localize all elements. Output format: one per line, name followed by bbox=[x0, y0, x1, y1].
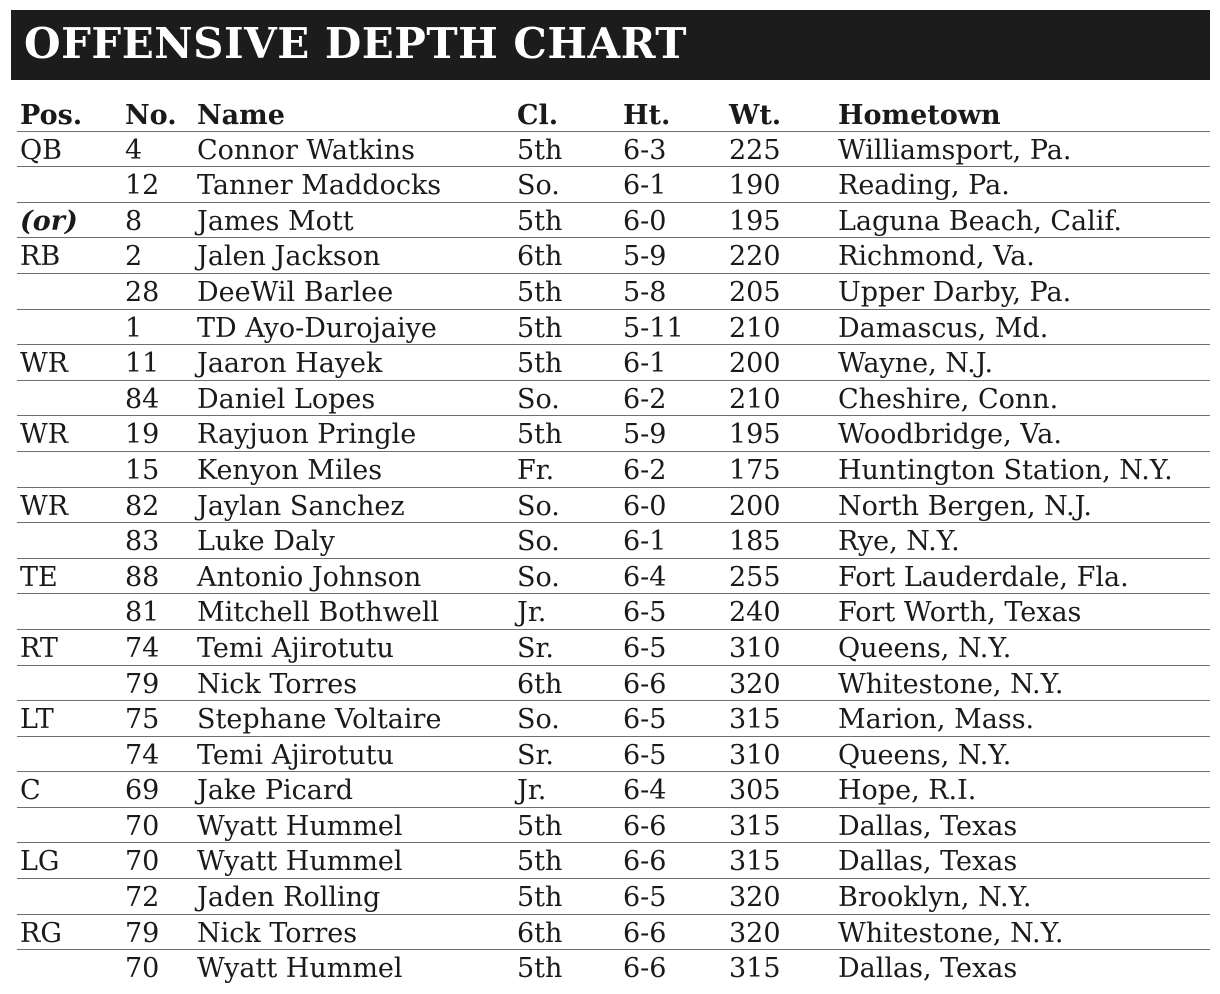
cell-weight: 255 bbox=[729, 561, 781, 593]
cell-name: Tanner Maddocks bbox=[197, 170, 442, 202]
table-row bbox=[17, 416, 1210, 452]
cell-position: LT bbox=[20, 704, 54, 736]
cell-class: So. bbox=[517, 526, 560, 558]
cell-name: Wyatt Hummel bbox=[197, 953, 403, 985]
cell-weight: 185 bbox=[729, 526, 781, 558]
cell-hometown: Reading, Pa. bbox=[838, 170, 1010, 202]
column-header-pos: Pos. bbox=[20, 100, 83, 131]
cell-class: 5th bbox=[517, 312, 563, 344]
cell-weight: 210 bbox=[729, 312, 781, 344]
cell-position: WR bbox=[20, 348, 69, 380]
cell-height: 6-6 bbox=[623, 810, 667, 842]
cell-name: Wyatt Hummel bbox=[197, 846, 403, 878]
cell-name: Antonio Johnson bbox=[197, 561, 422, 593]
cell-height: 6-4 bbox=[623, 561, 667, 593]
cell-weight: 195 bbox=[729, 205, 781, 237]
column-header-name: Name bbox=[197, 100, 285, 131]
cell-name: Connor Watkins bbox=[197, 134, 416, 166]
cell-class: Sr. bbox=[517, 632, 555, 664]
depth-chart-table bbox=[17, 96, 1210, 986]
cell-name: Luke Daly bbox=[197, 526, 335, 558]
table-row bbox=[17, 630, 1210, 666]
cell-weight: 310 bbox=[729, 632, 781, 664]
cell-height: 5-9 bbox=[623, 419, 667, 451]
cell-class: 5th bbox=[517, 810, 563, 842]
cell-name: Nick Torres bbox=[197, 668, 358, 700]
cell-weight: 315 bbox=[729, 846, 781, 878]
cell-position: QB bbox=[20, 134, 62, 166]
cell-height: 6-1 bbox=[623, 526, 667, 558]
cell-number: 70 bbox=[125, 953, 160, 985]
cell-weight: 175 bbox=[729, 454, 781, 486]
cell-name: Jake Picard bbox=[197, 775, 354, 807]
table-row bbox=[17, 879, 1210, 915]
cell-height: 6-2 bbox=[623, 454, 667, 486]
cell-name: Jaaron Hayek bbox=[197, 348, 383, 380]
cell-height: 5-11 bbox=[623, 312, 684, 344]
cell-position: RG bbox=[20, 917, 62, 949]
cell-name: Kenyon Miles bbox=[197, 454, 383, 486]
cell-weight: 315 bbox=[729, 704, 781, 736]
cell-class: 6th bbox=[517, 241, 563, 273]
title-banner bbox=[11, 10, 1210, 80]
cell-class: 5th bbox=[517, 953, 563, 985]
cell-height: 6-0 bbox=[623, 205, 667, 237]
cell-name: Temi Ajirotutu bbox=[197, 739, 394, 771]
cell-number: 70 bbox=[125, 846, 160, 878]
cell-weight: 195 bbox=[729, 419, 781, 451]
cell-weight: 310 bbox=[729, 739, 781, 771]
cell-height: 6-5 bbox=[623, 597, 667, 629]
cell-weight: 305 bbox=[729, 775, 781, 807]
cell-height: 6-6 bbox=[623, 846, 667, 878]
cell-hometown: Marion, Mass. bbox=[838, 704, 1035, 736]
cell-number: 2 bbox=[125, 241, 143, 273]
cell-weight: 220 bbox=[729, 241, 781, 273]
cell-class: 5th bbox=[517, 276, 563, 308]
cell-name: Rayjuon Pringle bbox=[197, 419, 417, 451]
table-row bbox=[17, 381, 1210, 417]
table-row bbox=[17, 915, 1210, 951]
cell-weight: 240 bbox=[729, 597, 781, 629]
cell-height: 6-3 bbox=[623, 134, 667, 166]
cell-hometown: Woodbridge, Va. bbox=[838, 419, 1062, 451]
cell-number: 12 bbox=[125, 170, 160, 202]
column-header-height: Ht. bbox=[623, 100, 671, 131]
cell-weight: 320 bbox=[729, 668, 781, 700]
cell-position: (or) bbox=[20, 205, 78, 237]
table-row bbox=[17, 559, 1210, 595]
cell-hometown: Whitestone, N.Y. bbox=[838, 917, 1064, 949]
cell-hometown: Queens, N.Y. bbox=[838, 739, 1012, 771]
cell-height: 6-5 bbox=[623, 632, 667, 664]
cell-class: 5th bbox=[517, 348, 563, 380]
cell-hometown: Fort Lauderdale, Fla. bbox=[838, 561, 1129, 593]
cell-name: TD Ayo-Durojaiye bbox=[197, 312, 437, 344]
cell-name: Jaden Rolling bbox=[197, 882, 381, 914]
cell-hometown: Laguna Beach, Calif. bbox=[838, 205, 1123, 237]
cell-name: Stephane Voltaire bbox=[197, 704, 442, 736]
cell-number: 74 bbox=[125, 739, 160, 771]
cell-number: 74 bbox=[125, 632, 160, 664]
table-row bbox=[17, 345, 1210, 381]
cell-hometown: Richmond, Va. bbox=[838, 241, 1035, 273]
cell-hometown: Hope, R.I. bbox=[838, 775, 977, 807]
cell-hometown: North Bergen, N.J. bbox=[838, 490, 1092, 522]
table-row bbox=[17, 808, 1210, 844]
cell-height: 6-5 bbox=[623, 882, 667, 914]
table-row bbox=[17, 666, 1210, 702]
cell-name: Wyatt Hummel bbox=[197, 810, 403, 842]
cell-hometown: Whitestone, N.Y. bbox=[838, 668, 1064, 700]
column-header-no: No. bbox=[125, 100, 177, 131]
cell-hometown: Cheshire, Conn. bbox=[838, 383, 1059, 415]
cell-weight: 225 bbox=[729, 134, 781, 166]
cell-name: Mitchell Bothwell bbox=[197, 597, 440, 629]
cell-number: 79 bbox=[125, 668, 160, 700]
cell-number: 72 bbox=[125, 882, 160, 914]
cell-height: 6-0 bbox=[623, 490, 667, 522]
cell-class: So. bbox=[517, 704, 560, 736]
cell-name: Nick Torres bbox=[197, 917, 358, 949]
cell-number: 19 bbox=[125, 419, 160, 451]
table-row bbox=[17, 772, 1210, 808]
cell-height: 6-4 bbox=[623, 775, 667, 807]
cell-weight: 200 bbox=[729, 348, 781, 380]
cell-number: 1 bbox=[125, 312, 143, 344]
cell-height: 6-5 bbox=[623, 739, 667, 771]
cell-hometown: Dallas, Texas bbox=[838, 810, 1018, 842]
cell-weight: 315 bbox=[729, 810, 781, 842]
cell-height: 6-6 bbox=[623, 953, 667, 985]
cell-hometown: Upper Darby, Pa. bbox=[838, 276, 1072, 308]
table-row bbox=[17, 203, 1210, 239]
table-row bbox=[17, 274, 1210, 310]
cell-class: 5th bbox=[517, 882, 563, 914]
cell-class: So. bbox=[517, 383, 560, 415]
cell-hometown: Damascus, Md. bbox=[838, 312, 1049, 344]
cell-class: 5th bbox=[517, 846, 563, 878]
cell-position: WR bbox=[20, 419, 69, 451]
column-header-weight: Wt. bbox=[729, 100, 782, 131]
cell-height: 6-2 bbox=[623, 383, 667, 415]
cell-number: 84 bbox=[125, 383, 160, 415]
cell-number: 4 bbox=[125, 134, 143, 166]
cell-class: 5th bbox=[517, 134, 563, 166]
table-row bbox=[17, 167, 1210, 203]
cell-weight: 315 bbox=[729, 953, 781, 985]
table-row bbox=[17, 310, 1210, 346]
cell-name: Daniel Lopes bbox=[197, 383, 376, 415]
cell-position: RB bbox=[20, 241, 61, 273]
cell-hometown: Huntington Station, N.Y. bbox=[838, 454, 1173, 486]
cell-number: 11 bbox=[125, 348, 160, 380]
cell-height: 6-1 bbox=[623, 348, 667, 380]
cell-hometown: Queens, N.Y. bbox=[838, 632, 1012, 664]
cell-height: 6-6 bbox=[623, 668, 667, 700]
cell-class: So. bbox=[517, 561, 560, 593]
cell-class: Sr. bbox=[517, 739, 555, 771]
cell-number: 83 bbox=[125, 526, 160, 558]
cell-number: 15 bbox=[125, 454, 160, 486]
cell-position: WR bbox=[20, 490, 69, 522]
cell-weight: 210 bbox=[729, 383, 781, 415]
cell-class: Fr. bbox=[517, 454, 555, 486]
column-header-hometown: Hometown bbox=[838, 100, 1001, 131]
cell-position: LG bbox=[20, 846, 60, 878]
cell-number: 70 bbox=[125, 810, 160, 842]
table-row bbox=[17, 238, 1210, 274]
cell-hometown: Fort Worth, Texas bbox=[838, 597, 1082, 629]
cell-name: Jaylan Sanchez bbox=[197, 490, 405, 522]
cell-hometown: Brooklyn, N.Y. bbox=[838, 882, 1032, 914]
cell-name: James Mott bbox=[197, 205, 354, 237]
cell-number: 88 bbox=[125, 561, 160, 593]
cell-weight: 200 bbox=[729, 490, 781, 522]
cell-name: Temi Ajirotutu bbox=[197, 632, 394, 664]
cell-height: 6-1 bbox=[623, 170, 667, 202]
cell-position: C bbox=[20, 775, 41, 807]
cell-height: 5-8 bbox=[623, 276, 667, 308]
cell-hometown: Williamsport, Pa. bbox=[838, 134, 1072, 166]
table-row bbox=[17, 594, 1210, 630]
table-row bbox=[17, 701, 1210, 737]
table-row bbox=[17, 950, 1210, 986]
cell-weight: 205 bbox=[729, 276, 781, 308]
cell-number: 8 bbox=[125, 205, 143, 237]
cell-hometown: Rye, N.Y. bbox=[838, 526, 960, 558]
cell-hometown: Wayne, N.J. bbox=[838, 348, 994, 380]
table-row bbox=[17, 843, 1210, 879]
cell-class: Jr. bbox=[517, 597, 547, 629]
table-row bbox=[17, 488, 1210, 524]
page-title: OFFENSIVE DEPTH CHART bbox=[24, 19, 688, 68]
cell-hometown: Dallas, Texas bbox=[838, 846, 1018, 878]
cell-weight: 320 bbox=[729, 882, 781, 914]
cell-number: 28 bbox=[125, 276, 160, 308]
table-row bbox=[17, 737, 1210, 773]
cell-weight: 190 bbox=[729, 170, 781, 202]
column-header-class: Cl. bbox=[517, 100, 559, 131]
cell-height: 6-6 bbox=[623, 917, 667, 949]
cell-hometown: Dallas, Texas bbox=[838, 953, 1018, 985]
cell-number: 81 bbox=[125, 597, 160, 629]
cell-class: So. bbox=[517, 170, 560, 202]
cell-name: Jalen Jackson bbox=[197, 241, 381, 273]
table-row bbox=[17, 132, 1210, 168]
cell-class: 5th bbox=[517, 205, 563, 237]
table-header-row bbox=[17, 96, 1210, 132]
cell-class: Jr. bbox=[517, 775, 547, 807]
table-row bbox=[17, 452, 1210, 488]
cell-position: TE bbox=[20, 561, 58, 593]
cell-number: 69 bbox=[125, 775, 160, 807]
cell-number: 75 bbox=[125, 704, 160, 736]
cell-class: 6th bbox=[517, 917, 563, 949]
cell-number: 79 bbox=[125, 917, 160, 949]
cell-class: 5th bbox=[517, 419, 563, 451]
cell-height: 6-5 bbox=[623, 704, 667, 736]
cell-class: So. bbox=[517, 490, 560, 522]
cell-position: RT bbox=[20, 632, 58, 664]
table-body bbox=[17, 132, 1210, 986]
cell-number: 82 bbox=[125, 490, 160, 522]
cell-weight: 320 bbox=[729, 917, 781, 949]
table-row bbox=[17, 523, 1210, 559]
cell-name: DeeWil Barlee bbox=[197, 276, 394, 308]
cell-class: 6th bbox=[517, 668, 563, 700]
cell-height: 5-9 bbox=[623, 241, 667, 273]
